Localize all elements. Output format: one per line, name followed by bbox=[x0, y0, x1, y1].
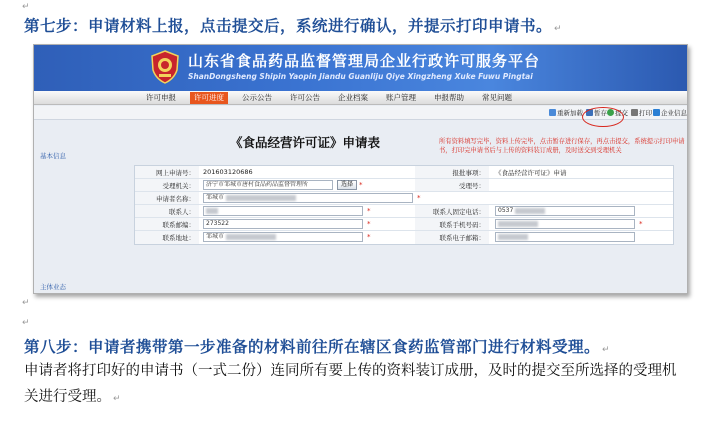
required-mark: * bbox=[367, 233, 371, 241]
body-paragraph-text: 申请者将打印好的申请书（一式二份）连同所有要上传的资料装订成册，及时的提交至所选择的受理机关进行受理。 bbox=[24, 363, 677, 405]
step-8-heading-text: 第八步：申请者携带第一步准备的材料前往所在辖区食药监管部门进行材料受理。 bbox=[24, 338, 601, 356]
address-value: 邹城市 bbox=[206, 233, 225, 240]
form-row bbox=[135, 179, 673, 192]
landline-value: 0537 bbox=[498, 207, 514, 214]
portal-title: 山东省食品药品监督管理局企业行政许可服务平台 bbox=[188, 52, 541, 70]
form-row bbox=[135, 205, 673, 218]
reload-label: 重新加载 bbox=[557, 109, 583, 117]
address-field[interactable] bbox=[203, 232, 363, 242]
paragraph-mark: ↵ bbox=[22, 318, 30, 328]
police-emblem-icon bbox=[150, 50, 180, 84]
contact-person-field[interactable] bbox=[203, 206, 363, 216]
online-application-no-label: 网上申请号： bbox=[156, 169, 195, 177]
menu-item-notices[interactable]: 公示公告 bbox=[242, 93, 272, 102]
section-basic-info: 基本信息 bbox=[40, 152, 66, 160]
redacted-text bbox=[206, 208, 218, 214]
email-field[interactable] bbox=[495, 232, 635, 242]
applicant-name-label: 申请者名称： bbox=[156, 195, 195, 203]
menu-item-account[interactable]: 账户管理 bbox=[386, 93, 416, 102]
submit-hint: 所有资料填写完毕，资料上传完毕，点击暂存进行保存，再点击提交，系统提示打印申请书，打印完申请书后与上传的资料装订成册，及时送交到受理机关 bbox=[439, 138, 685, 154]
paragraph-mark: ↵ bbox=[22, 298, 30, 308]
postal-code-label: 联系邮编： bbox=[162, 221, 195, 229]
save-label: 暂存 bbox=[594, 109, 607, 117]
print-label: 打印 bbox=[639, 109, 652, 117]
applicant-name-value: 邹城市 bbox=[206, 194, 225, 201]
form-row bbox=[135, 218, 673, 231]
redacted-text bbox=[498, 221, 538, 227]
applicant-name-field[interactable] bbox=[203, 193, 413, 203]
step-7-heading-text: 第七步：申请材料上报，点击提交后，系统进行确认，并提示打印申请书。 bbox=[24, 17, 553, 35]
body-paragraph bbox=[24, 358, 684, 412]
embedded-screenshot bbox=[33, 44, 688, 294]
required-mark: * bbox=[367, 207, 371, 215]
form-row bbox=[135, 231, 673, 244]
redacted-text bbox=[515, 208, 545, 214]
menu-item-license-notices[interactable]: 许可公告 bbox=[290, 93, 320, 102]
email-label: 联系电子邮箱： bbox=[439, 234, 485, 242]
form-row bbox=[135, 166, 673, 179]
section-main-business: 主体业态 bbox=[40, 283, 66, 291]
address-label: 联系地址： bbox=[162, 234, 195, 242]
submit-label: 提交 bbox=[615, 109, 628, 117]
redacted-text bbox=[226, 234, 276, 240]
step-7-heading bbox=[24, 14, 562, 36]
mobile-label: 联系手机号码： bbox=[439, 221, 485, 229]
printer-icon bbox=[631, 109, 638, 116]
mobile-field[interactable] bbox=[495, 219, 635, 229]
contact-person-label: 联系人： bbox=[169, 208, 195, 216]
menu-item-help[interactable]: 申报帮助 bbox=[434, 93, 464, 102]
main-menu bbox=[34, 91, 687, 105]
required-mark: * bbox=[417, 194, 421, 202]
redacted-text bbox=[226, 195, 296, 201]
print-button[interactable] bbox=[631, 108, 652, 117]
required-mark: * bbox=[359, 181, 363, 189]
paragraph-mark: ↵ bbox=[602, 345, 611, 355]
enterprise-label: 企业信息 bbox=[661, 109, 687, 117]
accepting-authority-label: 受理机关： bbox=[162, 182, 195, 190]
form-title: 《食品经营许可证》申请表 bbox=[230, 135, 381, 150]
acceptance-no-label: 受理号： bbox=[459, 182, 485, 190]
enterprise-info-button[interactable] bbox=[653, 108, 687, 117]
reload-icon bbox=[549, 109, 556, 116]
menu-item-enterprise-archive[interactable]: 企业档案 bbox=[338, 93, 368, 102]
postal-code-field[interactable]: 273522 bbox=[203, 219, 363, 229]
highlight-circle bbox=[582, 107, 624, 127]
landline-field[interactable] bbox=[495, 206, 635, 216]
online-application-no-value: 201603120686 bbox=[203, 168, 253, 176]
step-8-heading bbox=[24, 335, 610, 357]
portal-subtitle: ShanDongsheng Shipin Yaopin Jiandu Guanliju Qiye Xingzheng Xuke Fuwu Pingtai bbox=[188, 72, 533, 81]
menu-item-progress[interactable]: 许可进度 bbox=[190, 92, 228, 104]
required-mark: * bbox=[367, 220, 371, 228]
portal-banner bbox=[34, 45, 687, 91]
paragraph-mark: ↵ bbox=[554, 24, 563, 34]
landline-label: 联系人固定电话： bbox=[433, 208, 485, 216]
select-authority-button[interactable]: 选择 bbox=[337, 180, 357, 190]
reload-button[interactable] bbox=[549, 108, 583, 117]
approval-item-label: 报批事项： bbox=[452, 169, 485, 177]
paragraph-mark: ↵ bbox=[22, 2, 30, 12]
menu-item-apply[interactable]: 许可申报 bbox=[146, 93, 176, 102]
paragraph-mark: ↵ bbox=[113, 394, 121, 404]
menu-item-faq[interactable]: 常见问题 bbox=[482, 93, 512, 102]
form-row bbox=[135, 192, 673, 205]
redacted-text bbox=[498, 234, 528, 240]
approval-item-value: 《食品经营许可证》申请 bbox=[495, 169, 567, 177]
enterprise-icon bbox=[653, 109, 660, 116]
required-mark: * bbox=[639, 220, 643, 228]
accepting-authority-field[interactable]: 济宁市邹城市唐村食品药品监督管理所 bbox=[203, 180, 333, 190]
application-form bbox=[134, 165, 674, 245]
